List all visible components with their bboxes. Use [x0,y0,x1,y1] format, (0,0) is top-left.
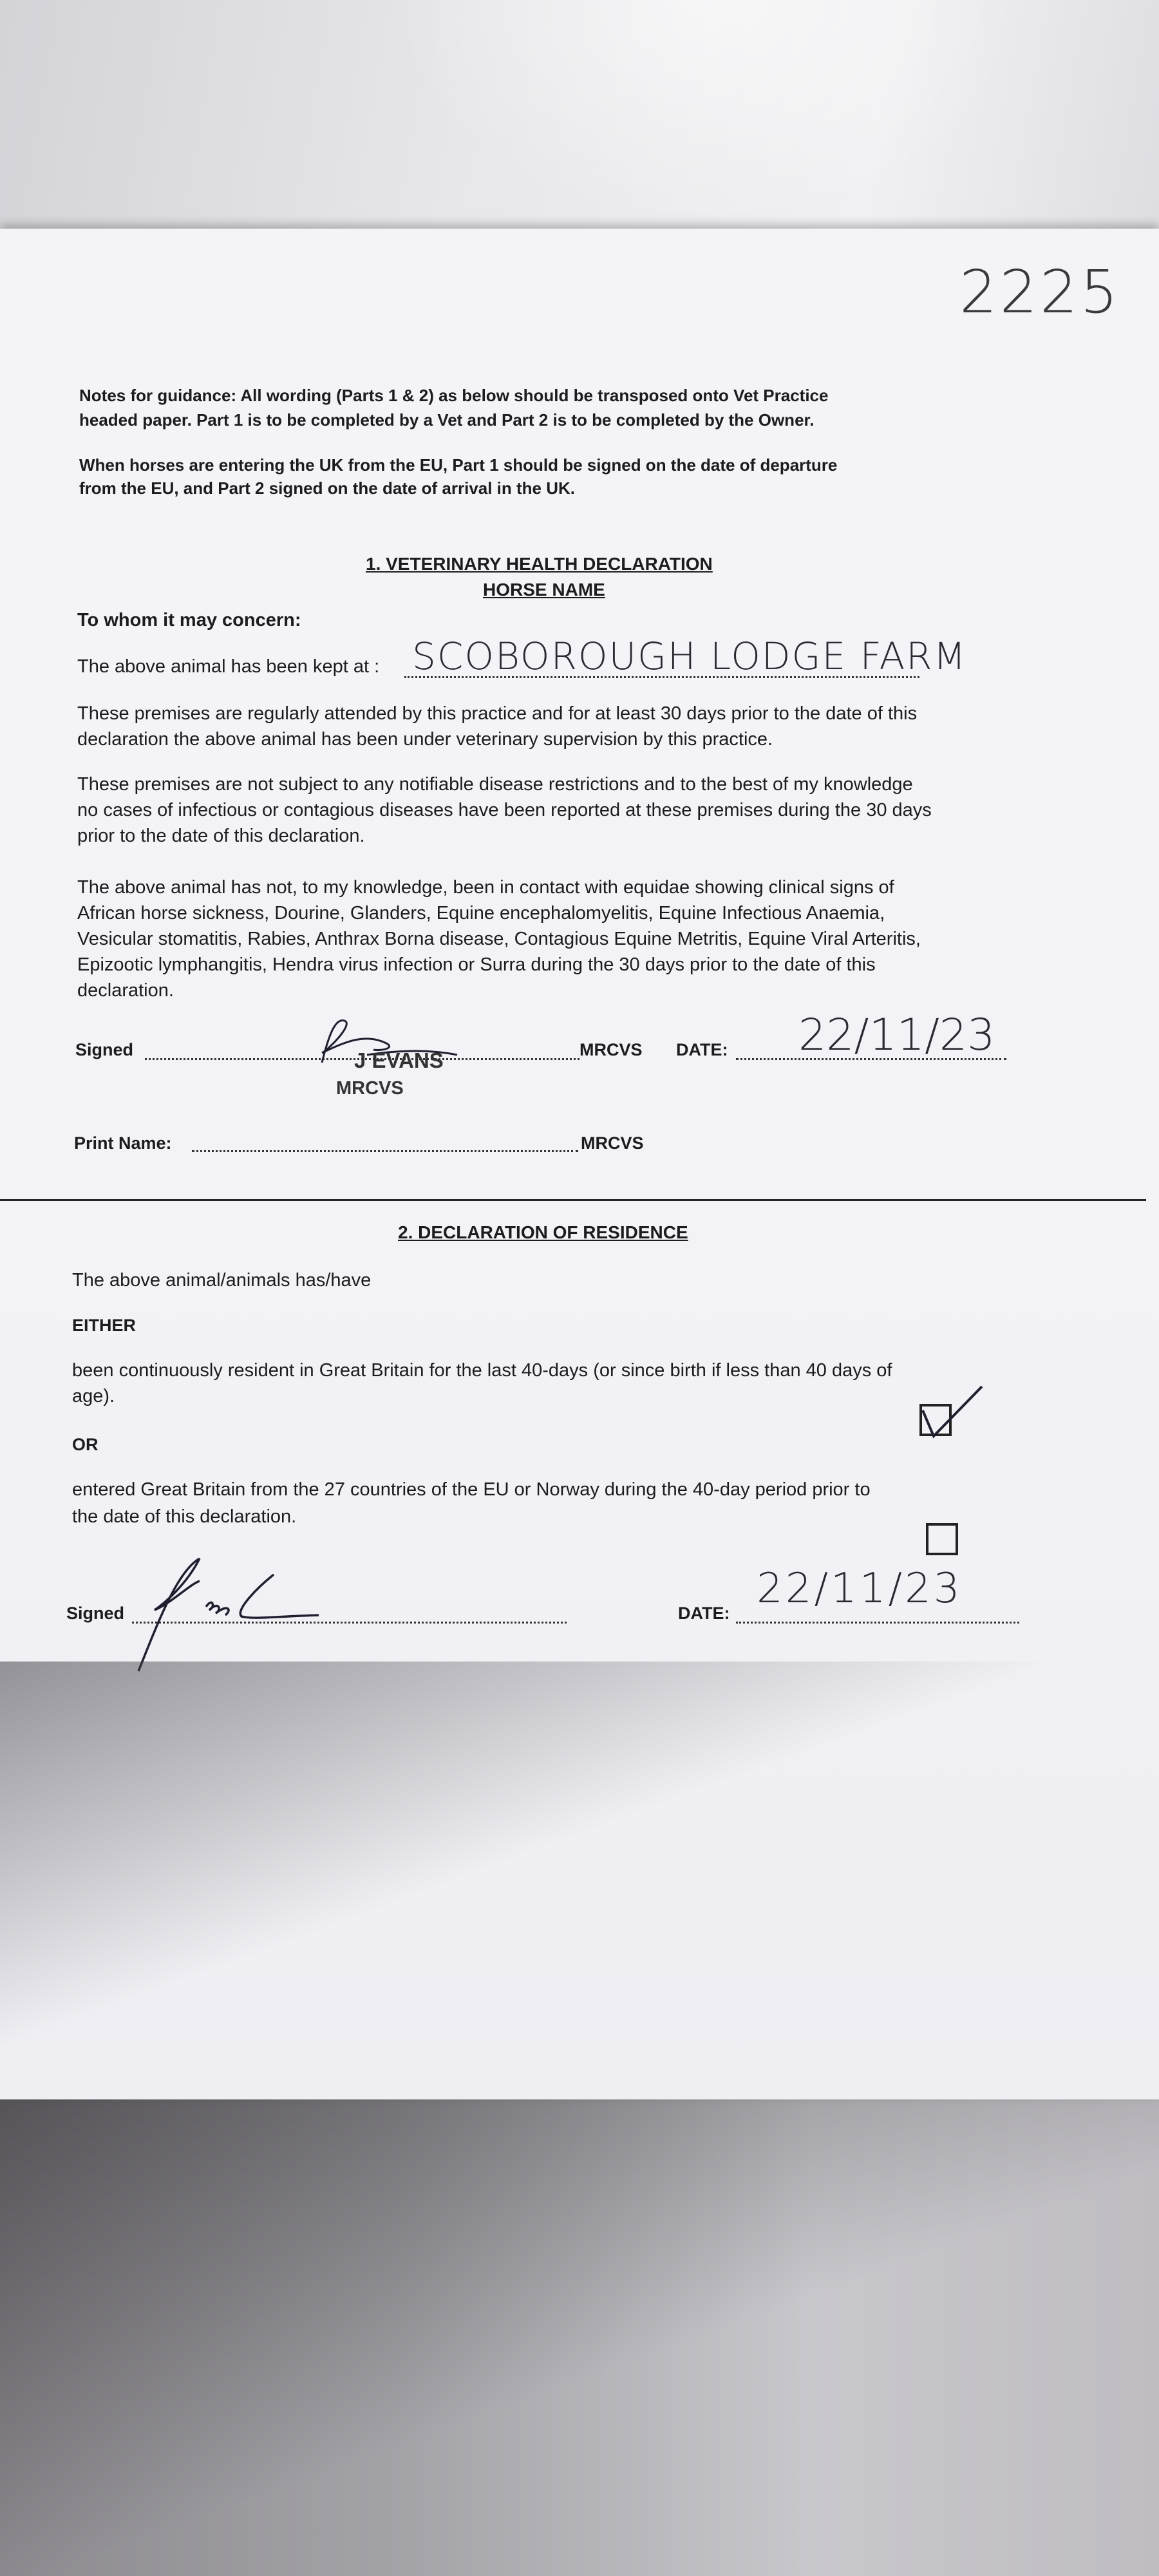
either-label: EITHER [72,1316,137,1335]
stamp-title: MRCVS [336,1078,404,1099]
notes-line-1: Notes for guidance: All wording (Parts 1 & 2) as below should be transposed onto Vet Practice [79,386,829,405]
para2-line-3: prior to the date of this declaration. [77,826,365,846]
para1-line-1: These premises are regularly attended by this practice and for at least 30 days prior to the date of this [77,703,918,724]
section-divider [0,1199,1146,1201]
background-shadow [0,2096,1159,2576]
para3-line-4: Epizootic lymphangitis, Hendra virus infection or Surra during the 30 days prior to the date of this [77,954,876,975]
notes-line-3: When horses are entering the UK from the EU, Part 1 should be signed on the date of departure [79,455,838,475]
owner-signature [126,1520,338,1674]
para2-line-1: These premises are not subject to any notifiable disease restrictions and to the best of my knowledge [77,774,913,795]
para2-line-2: no cases of infectious or contagious diseases have been reported at these premises during the 30 days [77,800,932,820]
notes-line-4: from the EU, and Part 2 signed on the date of arrival in the UK. [79,478,576,498]
or-label: OR [72,1435,99,1454]
kept-at-value: SCOBOROUGH LODGE FARM [412,634,967,678]
para3-line-5: declaration. [77,980,174,1001]
option1-checkmark-icon [918,1381,988,1443]
option2-line-2: the date of this declaration. [72,1506,297,1527]
notes-line-2: headed paper. Part 1 is to be completed by a Vet and Part 2 is to be completed by the Owner. [79,410,815,430]
print-name-line [192,1150,578,1152]
part1-signed-label: Signed [75,1040,134,1059]
para3-line-2: African horse sickness, Dourine, Glanders, Equine encephalomyelitis, Equine Infectious Anaemia, [77,903,885,923]
kept-at-label: The above animal has been kept at : [77,656,380,677]
page-number: 2225 [959,258,1121,327]
part1-date-value: 22/11/23 [798,1010,995,1061]
option1-line-2: age). [72,1386,115,1406]
option2-checkbox[interactable] [926,1523,958,1555]
stamp-name: J EVANS [354,1048,444,1072]
print-mrcvs-label: MRCVS [581,1133,644,1153]
part1-mrcvs-label: MRCVS [580,1040,643,1059]
para1-line-2: declaration the above animal has been under veterinary supervision by this practice. [77,729,773,750]
option1-line-1: been continuously resident in Great Britain for the last 40-days (or since birth if less than 40 days of [72,1360,892,1381]
part1-date-label: DATE: [676,1040,728,1059]
salutation: To whom it may concern: [77,610,301,630]
print-name-label: Print Name: [74,1133,172,1153]
part2-date-label: DATE: [678,1604,730,1623]
background-highlight [0,0,1159,232]
option2-line-1: entered Great Britain from the 27 countries of the EU or Norway during the 40-day period prior to [72,1479,871,1500]
part2-signed-label: Signed [66,1604,125,1623]
part2-heading: 2. DECLARATION OF RESIDENCE [398,1222,688,1242]
part2-date-line [736,1622,1019,1624]
part1-heading: 1. VETERINARY HEALTH DECLARATION [366,554,713,574]
part2-intro: The above animal/animals has/have [72,1270,372,1291]
part1-subheading: HORSE NAME [483,580,605,600]
para3-line-1: The above animal has not, to my knowledge, been in contact with equidae showing clinical signs of [77,877,894,898]
part2-date-value: 22/11/23 [757,1565,963,1613]
document-sheet [0,229,1159,2099]
para3-line-3: Vesicular stomatitis, Rabies, Anthrax Borna disease, Contagious Equine Metritis, Equine Viral Arteritis, [77,929,921,949]
